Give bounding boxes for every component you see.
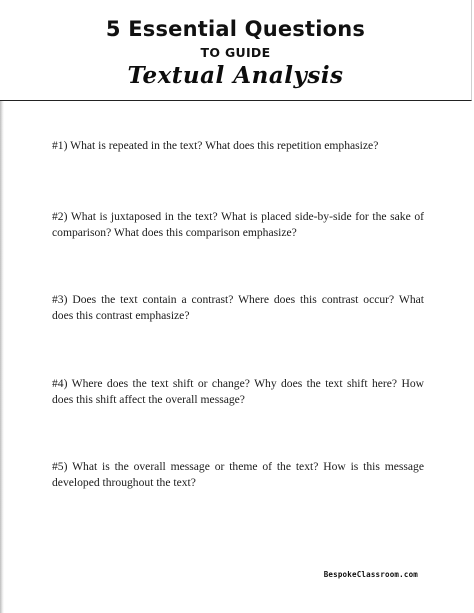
- question-1: #1) What is repeated in the text? What does this repetition emphasize?: [52, 139, 379, 152]
- question-2: #2) What is juxtaposed in the text? What is placed side-by-side for the sake of comparison? What does this comparison emphasize?: [52, 210, 424, 239]
- page-subtitle: TO GUIDE: [200, 45, 271, 60]
- question-3: #3) Does the text contain a contrast? Where does this contrast occur? What does this contrast emphasize?: [52, 293, 424, 322]
- footer-credit: BespokeClassroom.com: [323, 570, 418, 579]
- title-header: [0, 0, 472, 101]
- question-4: #4) Where does the text shift or change? Why does the text shift here? How does this shift affect the overall message?: [52, 377, 424, 406]
- page-title: 5 Essential Questions: [105, 17, 366, 41]
- question-5: #5) What is the overall message or theme of the text? How is this message developed throughout the text?: [52, 460, 424, 489]
- script-title: Textual Analysis: [127, 62, 344, 89]
